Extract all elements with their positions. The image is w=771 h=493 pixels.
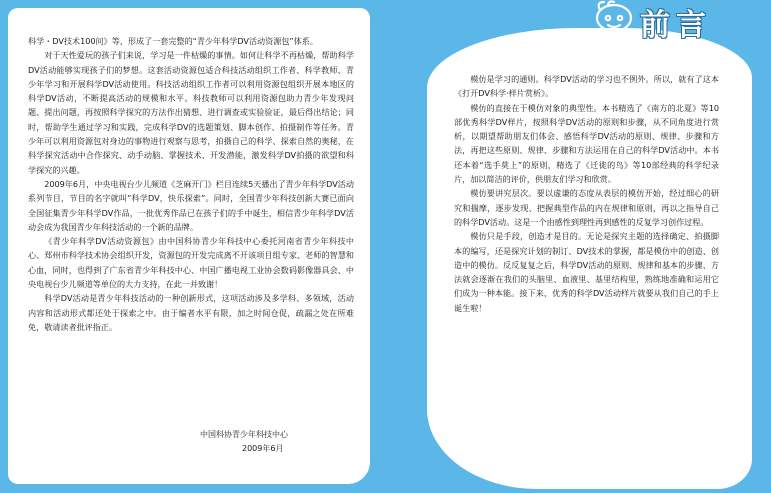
preface-title: 前言 (640, 8, 712, 43)
cartoon-figure-icon (578, 0, 648, 50)
left-paragraph: 对于天性爱玩的孩子们来说，学习是一件枯燥的事情。如何让科学不再枯燥，帮助科学DV活动能够实现孩子们的梦想。这套活动资源包适合科技活动组织工作者、科学教师、青少年学习和开展科学DV活动使用。科技活动组织工作者可以利用资源包组织开展本地区的科学DV活动，不断提高活动的规模和水平。科技教师可以利用资源包助力青少年发现问题、提出问题，再按照科学探究的方法作出猜想、进行调查或实验验证，最后得出结论；同时，帮助学生通过学习和实践，完成科学DV的选题策划、脚本创作、拍摄制作等任务。青少年可以利用资源包对身边的事物进行观察与思考，拍摄自己的科学、探索自然的奥秘，在科学探究活动中合作探究、动手动脑、掌握技术、开发潜能，激发科学DV拍摄的欲望和科学探究的兴趣。 (28, 50, 354, 175)
signature-org: 中国科协青少年科技中心 (200, 430, 288, 439)
left-paragraph: 《青少年科学DV活动资源包》由中国科协青少年科技中心委托河南省青少年科技中心、郑州市科学技术协会组织开发，资源包的开发完成离不开该项目组专家、老师的智慧和心血，同时，也得到了广东省青少年科技中心、中国广播电视工业协会数码影像器具会、中央电视台少儿频道等单位的大力支持，在此一并致谢！ (28, 236, 354, 290)
left-body (28, 34, 354, 334)
right-paragraph: 模仿要讲究层次。要以虚谦的态度从表层的模仿开始，经过细心的研究和揣摩，逐步发现、把握典型作品的内在规律和原则，再以之指导自己的科学DV活动。这是一个由感性到理性再到感性的反复学习创作过程。 (454, 188, 719, 227)
signature-date: 2009年6月 (242, 444, 284, 453)
right-paragraph: 模仿的直接在于模仿对象的典型性。本书精选了《南方的北夏》等10部优秀科学DV样片，按照科学DV活动的原则和步骤，从不同角度进行赏析，以期望帮助朋友们体会、感悟科学DV活动的原则、规律、步骤和方法，再把这些原则、规律、步骤和方法运用在自己的科学DV活动中。本书还本着“选手莫上”的原则，精选了《迁徙的鸟》等10部经典的科学纪录片，加以简洁的评价，供朋友们学习和欣赏。 (454, 102, 719, 185)
right-paragraph: 模仿只是手段，创造才是目的。无论是探究主题的选择确定、拍摄脚本的编写，还是探究计划的制订、DV技术的掌握，都是模仿中的创造、创造中的模仿。反反复复之后，科学DV活动的原则、规律和基本的步骤、方法就会逐渐在我们的头脑里、血液里、基里结构里，熟练地准确和运用它们成为一种本能。接下来，优秀的科学DV活动样片就要从我们自己的手上诞生啦！ (454, 231, 719, 313)
signature (200, 428, 360, 456)
left-paragraph: 科学・DV技术100问》等，形成了一套完整的“青少年科学DV活动资源包”体系。 (28, 36, 318, 46)
right-body (454, 72, 719, 315)
left-paragraph: 科学DV活动是青少年科技活动的一种创新形式，这项活动涉及多学科、多领域，活动内容和活动形式都还处于探索之中。由于编者水平有限，加之时间仓促，疏漏之处在所难免，敬请读者批评指正。 (28, 293, 354, 332)
right-paragraph: 模仿是学习的通则。科学DV活动的学习也不例外。所以，就有了这本《打开DV科学·样片赏析》。 (454, 74, 719, 99)
left-paragraph: 2009年6月，中央电视台少儿频道《芝麻开门》栏目连续5天播出了青少年科学DV活动系列节目，节目的名字就叫“科学DV，快乐探索”。同时，全国青少年科技创新大赛已面向全国征集青少年科学DV作品，一批优秀作品已在孩子们的手中诞生，相信青少年科学DV活动会成为我国青少年科技活动的一个新的品牌。 (28, 178, 354, 232)
title-area (578, 0, 768, 50)
